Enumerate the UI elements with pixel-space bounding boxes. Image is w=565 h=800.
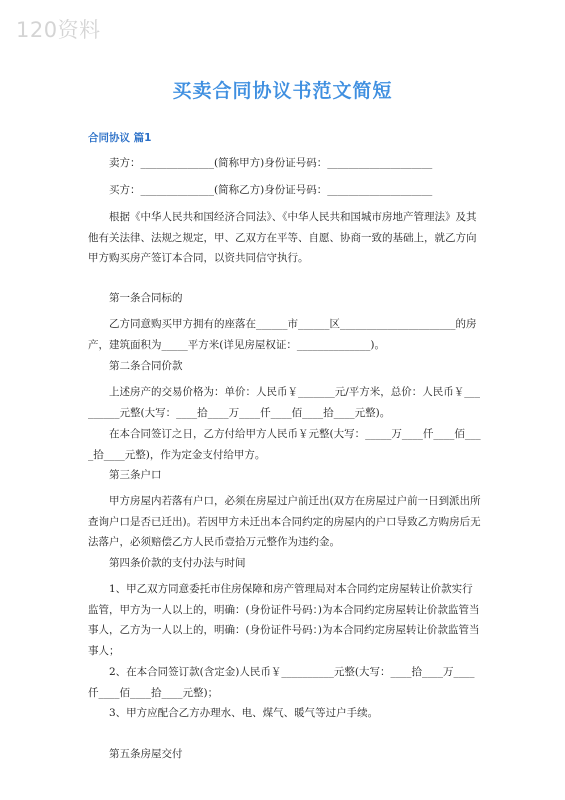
section-heading: 合同协议 篇1 [88,132,152,144]
paragraph-household: 甲方房屋内若落有户口，必须在房屋过户前迁出(双方在房屋过户前一日到派出所查询户口是否已迁出)。若因甲方未迁出本合同约定的房屋内的户口导致乙方购房后无法落户，必须赔偿乙方人民币壹拾万元整作为违约金。 [88,495,481,548]
paragraph-payment-3: 3、甲方应配合乙方办理水、电、煤气、暖气等过户手续。 [109,707,379,719]
watermark: 120资料 [16,18,101,42]
paragraph-price: 上述房产的交易价格为：单价：人民币￥_______元/平方米，总价：人民币￥_________元整(大写：____拾____万____仟____佰____拾____元整)。 [88,386,481,419]
clause-heading-3: 第三条户口 [109,469,162,481]
clause-heading-4: 第四条价款的支付办法与时间 [109,557,246,569]
paragraph-subject: 乙方同意购买甲方拥有的座落在______市______区______________________的房产，建筑面积为_____平方米(详见房屋权证：______________)。 [88,318,477,351]
paragraph-buyer: 买方：______________(简称乙方)身份证号码：____________________ [109,184,433,196]
clause-heading-2: 第二条合同价款 [109,360,183,372]
clause-heading-1: 第一条合同标的 [109,292,183,304]
paragraph-payment-2: 2、在本合同签订款(含定金)人民币￥__________元整(大写：____拾____万____仟____佰____拾____元整)； [88,666,475,699]
paragraph-deposit: 在本合同签订之日，乙方付给甲方人民币￥元整(大写：_____万____仟____佰____拾____元整)，作为定金支付给甲方。 [88,428,481,461]
paragraph-seller: 卖方：______________(简称甲方)身份证号码：____________________ [109,157,433,169]
document-title: 买卖合同协议书范文简短 [172,80,393,102]
paragraph-payment-1: 1、甲乙双方同意委托市住房保障和房产管理局对本合同约定房屋转让价款实行监管，甲方为一人以上的，明确：(身份证件号码：)为本合同约定房屋转让价款监管当事人，乙方为一人以上的，明确：(身份证件号码：)为本合同约定房屋转让价款监管当事人； [88,583,480,657]
clause-heading-5: 第五条房屋交付 [109,748,183,760]
paragraph-preamble: 根据《中华人民共和国经济合同法》、《中华人民共和国城市房地产管理法》及其他有关法律、法规之规定，甲、乙双方在平等、自愿、协商一致的基础上，就乙方向甲方购买房产签订本合同，以资共同信守执行。 [88,211,477,264]
